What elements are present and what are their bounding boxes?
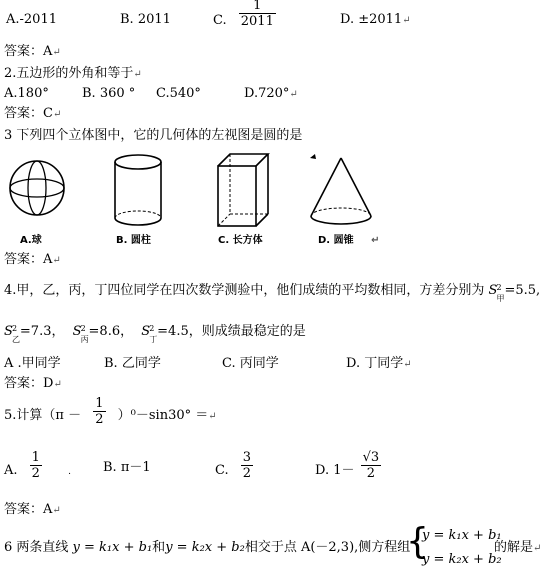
return-mark: ↵: [52, 255, 61, 266]
variance-bing-value: =8.6，: [88, 324, 134, 339]
sphere-figure: [4, 155, 70, 233]
q4-option-c: C. 丙同学: [222, 356, 279, 371]
q4-option-d-text: D. 丁同学: [346, 356, 404, 371]
return-mark: ↵: [289, 89, 298, 100]
q6-suffix: [494, 540, 541, 557]
variance-bing: [72, 323, 89, 344]
q6-and: 和: [152, 540, 166, 555]
variance-sub: 丁: [149, 334, 158, 344]
variance-letter: S: [488, 282, 498, 298]
answer-text: 答案：A: [4, 44, 53, 59]
q4-option-d: [346, 356, 412, 373]
variance-letter: S: [72, 323, 82, 339]
return-mark: ↵: [533, 543, 542, 554]
q2-option-d: [244, 86, 298, 103]
caption-b: B. 圆柱: [116, 235, 151, 246]
return-mark: ↵: [52, 109, 62, 120]
answer-4: [4, 376, 62, 393]
q5-fraction: [93, 396, 105, 427]
answer-2: [4, 106, 61, 123]
return-mark: ↵: [133, 69, 142, 80]
q2-stem: [4, 66, 142, 83]
caption-a: A.球: [20, 235, 42, 246]
variance-jia-value: =5.5,: [504, 283, 541, 298]
q4-variances: [4, 323, 306, 344]
q6-line-2: y = k₂x + b₂: [165, 540, 245, 555]
q4-stem-text: 4.甲，乙，丙，丁四位同学在四次数学测验中，他们成绩的平均数相同，方差分别为: [4, 283, 485, 298]
numerator: 3: [242, 450, 252, 465]
q6-stem-mid: 相交于点 A(－2,3),侧方程组: [244, 540, 411, 555]
variance-sub: 甲: [496, 293, 505, 303]
cuboid-figure: [212, 150, 272, 234]
variance-square: 2: [80, 323, 86, 333]
q0-option-c: [213, 0, 276, 29]
q4-option-b: B. 乙同学: [104, 356, 161, 371]
q0-option-d: [340, 12, 411, 29]
caption-d: [318, 231, 379, 246]
q4-stem: [4, 282, 541, 303]
q5-option-d: [315, 450, 381, 481]
q5-option-d-fraction: [361, 450, 382, 481]
numerator: 1: [95, 396, 104, 411]
q5-stem-prefix: 5.计算（π －: [4, 408, 82, 423]
return-mark: ↵: [403, 359, 412, 370]
return-mark: ↵: [52, 47, 61, 58]
q5-option-a-fraction: [30, 450, 42, 481]
q5-option-c: [215, 450, 253, 481]
q5-stem-suffix: ）⁰－sin30° ＝: [117, 408, 209, 423]
q0-fraction: [239, 0, 276, 29]
cylinder-figure: [108, 152, 168, 234]
system-eq-2: y = k₂x + b₂: [422, 552, 502, 567]
variance-square: 2: [12, 323, 18, 333]
q0-option-a: A.-2011: [6, 12, 57, 27]
q0-option-c-label: C.: [213, 13, 227, 28]
variance-ding: [141, 323, 158, 344]
q6-stem: [4, 540, 410, 556]
q4-option-a: A .甲同学: [4, 356, 61, 371]
brace-icon: {: [406, 521, 429, 562]
variance-sub: 乙: [12, 334, 20, 344]
q5-option-a-label: A.: [4, 463, 18, 478]
q5-stem: [4, 396, 217, 427]
variance-yi-value: =7.3，: [19, 324, 65, 339]
return-mark: ↵: [208, 411, 217, 422]
return-mark: ↵: [371, 235, 380, 246]
variance-jia: [488, 282, 505, 303]
variance-yi: [4, 323, 20, 344]
q2-option-a: A.180°: [4, 86, 49, 101]
answer-3: [4, 252, 61, 269]
q2-option-c: C.540°: [156, 86, 201, 101]
q5-option-c-label: C.: [215, 463, 229, 478]
system-eq-1: y = k₁x + b₁: [422, 528, 502, 543]
answer-text: 答案：A: [4, 502, 53, 517]
denominator: 2: [366, 466, 376, 481]
cone-figure: [306, 152, 376, 234]
numerator: √3: [362, 450, 380, 465]
q0-option-b: B. 2011: [120, 12, 171, 27]
q5-option-a: [4, 450, 71, 481]
q6-stem-prefix: 6 两条直线: [4, 540, 69, 555]
q2-option-d-text: D.720°: [244, 86, 290, 101]
variance-ding-value: =4.5，则成绩最稳定的是: [157, 324, 306, 339]
q5-option-d-prefix: D. 1－: [315, 463, 355, 478]
variance-letter: S: [4, 323, 13, 339]
denominator: 2: [242, 466, 252, 481]
q6-line-1: y = k₁x + b₁: [72, 540, 153, 555]
variance-sub: 丙: [80, 334, 89, 344]
variance-letter: S: [141, 323, 151, 339]
q0-option-d-text: D. ±2011: [340, 12, 403, 27]
answer-text: 答案：A: [4, 252, 53, 267]
answer-text: 答案：D: [4, 376, 54, 391]
numerator: 1: [239, 0, 276, 14]
return-mark: ↵: [402, 15, 411, 26]
return-mark: ↵: [53, 379, 62, 390]
answer-1: [4, 44, 61, 61]
numerator: 1: [31, 450, 40, 465]
q5-option-c-fraction: [241, 450, 253, 481]
answer-5: [4, 502, 61, 519]
q2-option-b: B. 360 °: [82, 86, 136, 101]
q6-suffix-text: 的解是: [494, 540, 534, 555]
denominator: 2011: [240, 14, 274, 29]
denominator: 2: [31, 466, 40, 481]
return-mark: ↵: [52, 505, 61, 516]
caption-d-text: D. 圆锥: [318, 235, 354, 246]
q5-option-b: B. π－1: [103, 460, 151, 475]
variance-square: 2: [149, 323, 155, 333]
variance-square: 2: [496, 282, 502, 292]
q3-stem: 3 下列四个立体图中，它的几何体的左视图是圆的是: [4, 128, 303, 143]
q5-option-a-dot: .: [68, 467, 71, 477]
q2-stem-text: 2.五边形的外角和等于: [4, 66, 134, 81]
caption-c: C. 长方体: [218, 235, 263, 246]
denominator: 2: [95, 412, 104, 427]
answer-text: 答案：C: [4, 106, 53, 121]
